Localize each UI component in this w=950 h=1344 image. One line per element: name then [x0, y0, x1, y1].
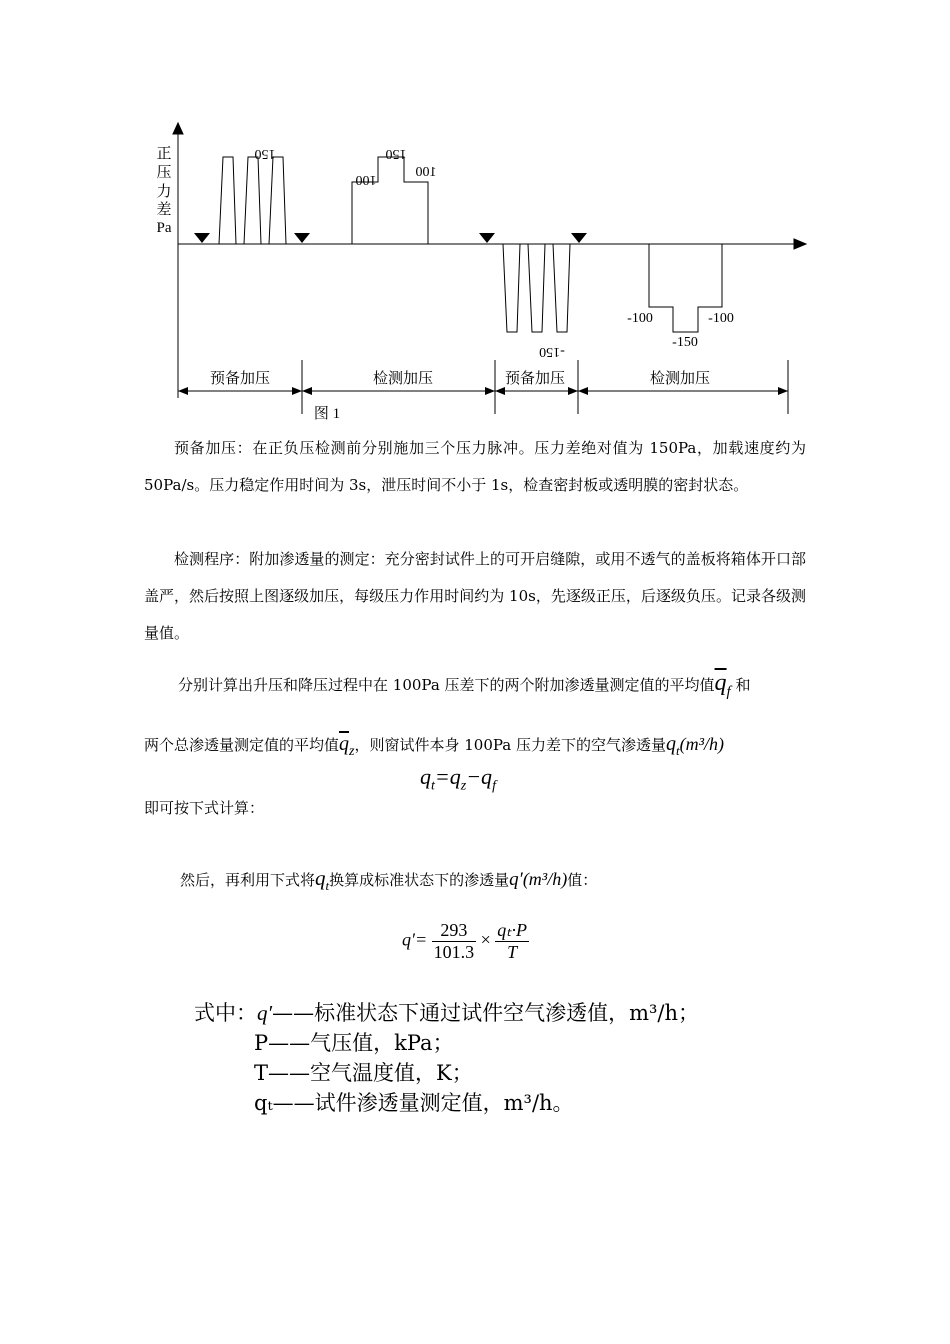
label-100-flipped: 100	[415, 165, 437, 180]
definition-row: T——空气温度值，K；	[254, 1061, 473, 1085]
y-label-char: 压	[156, 165, 172, 181]
neg-pulse-1	[503, 244, 520, 332]
label-neg100: -100	[708, 311, 734, 326]
label-neg100: -100	[627, 311, 653, 326]
formula-standard-state: q′= $\frac{293}{101.3}$ × $\frac{\text{qₜ·P}}{T}$	[402, 920, 528, 962]
phase-label: 预备加压	[504, 371, 566, 387]
definition-row: P——气压值，kPa；	[254, 1031, 454, 1055]
label-neg150: -150	[672, 335, 698, 350]
pos-pulse-2	[244, 157, 261, 244]
paragraph-convert: 然后，再利用下式将$q_t$换算成标准状态下的渗透量q′(m³/h)值：	[180, 866, 598, 894]
label-150-flipped: 150	[385, 146, 407, 161]
label-150-flipped: 150	[254, 146, 276, 161]
formula-qt: $q_t=q_z-q_f$	[420, 764, 496, 794]
paragraph-compute: 即可按下式计算：	[144, 799, 265, 817]
y-label-char: 正	[156, 146, 172, 162]
y-label-char: 差	[156, 202, 172, 218]
marker-triangle	[294, 233, 310, 243]
marker-triangle	[479, 233, 495, 243]
paragraph-average-qz: 两个总渗透量测定值的平均值$\overline{q}_z$，则窗试件本身 100Pa 压力差下的空气渗透量$q_t(m^3/h)$	[144, 733, 725, 759]
figure-caption: 图 1	[313, 406, 341, 422]
pos-pulse-1	[219, 157, 236, 244]
y-label-char: 力	[156, 184, 172, 200]
paragraph-procedure: 检测程序：附加渗透量的测定：充分密封试件上的可开启缝隙，或用不透气的盖板将箱体开口部盖严，然后按照上图逐级加压，每级压力作用时间约为 10s，先逐级正压，后逐级负压。记录各级测量值。	[144, 550, 806, 642]
marker-triangle	[571, 233, 587, 243]
paragraph-average-qf: 分别计算出升压和降压过程中在 100Pa 压差下的两个附加渗透量测定值的平均值$\overline{q}_f$ 和	[178, 670, 751, 700]
label-100-flipped: 100	[355, 172, 377, 187]
paragraph-preparatory: 预备加压：在正负压检测前分别施加三个压力脉冲。压力差绝对值为 150Pa，加载速度约为 50Pa/s。压力稳定作用时间为 3s，泄压时间不小于 1s，检查密封板或透明膜的密封状态。	[144, 439, 806, 494]
label-neg150-flipped: -150	[539, 344, 565, 359]
phase-label: 检测加压	[649, 371, 711, 387]
marker-triangle	[194, 233, 210, 243]
pressure-sequence-diagram	[0, 0, 950, 430]
definition-row: qₜ——试件渗透量测定值，m³/h。	[254, 1091, 574, 1115]
y-axis-arrow	[173, 123, 183, 134]
neg-pulse-2	[528, 244, 545, 332]
x-axis-arrow	[794, 239, 806, 249]
phase-label: 检测加压	[372, 371, 434, 387]
pos-pulse-3	[269, 157, 286, 244]
phase-label: 预备加压	[209, 371, 271, 387]
y-label-unit: Pa	[156, 220, 172, 236]
neg-pulse-3	[553, 244, 570, 332]
definition-row: 式中：q′——标准状态下通过试件空气渗透值，m³/h；	[194, 1001, 700, 1025]
variable-definitions	[194, 998, 699, 1118]
